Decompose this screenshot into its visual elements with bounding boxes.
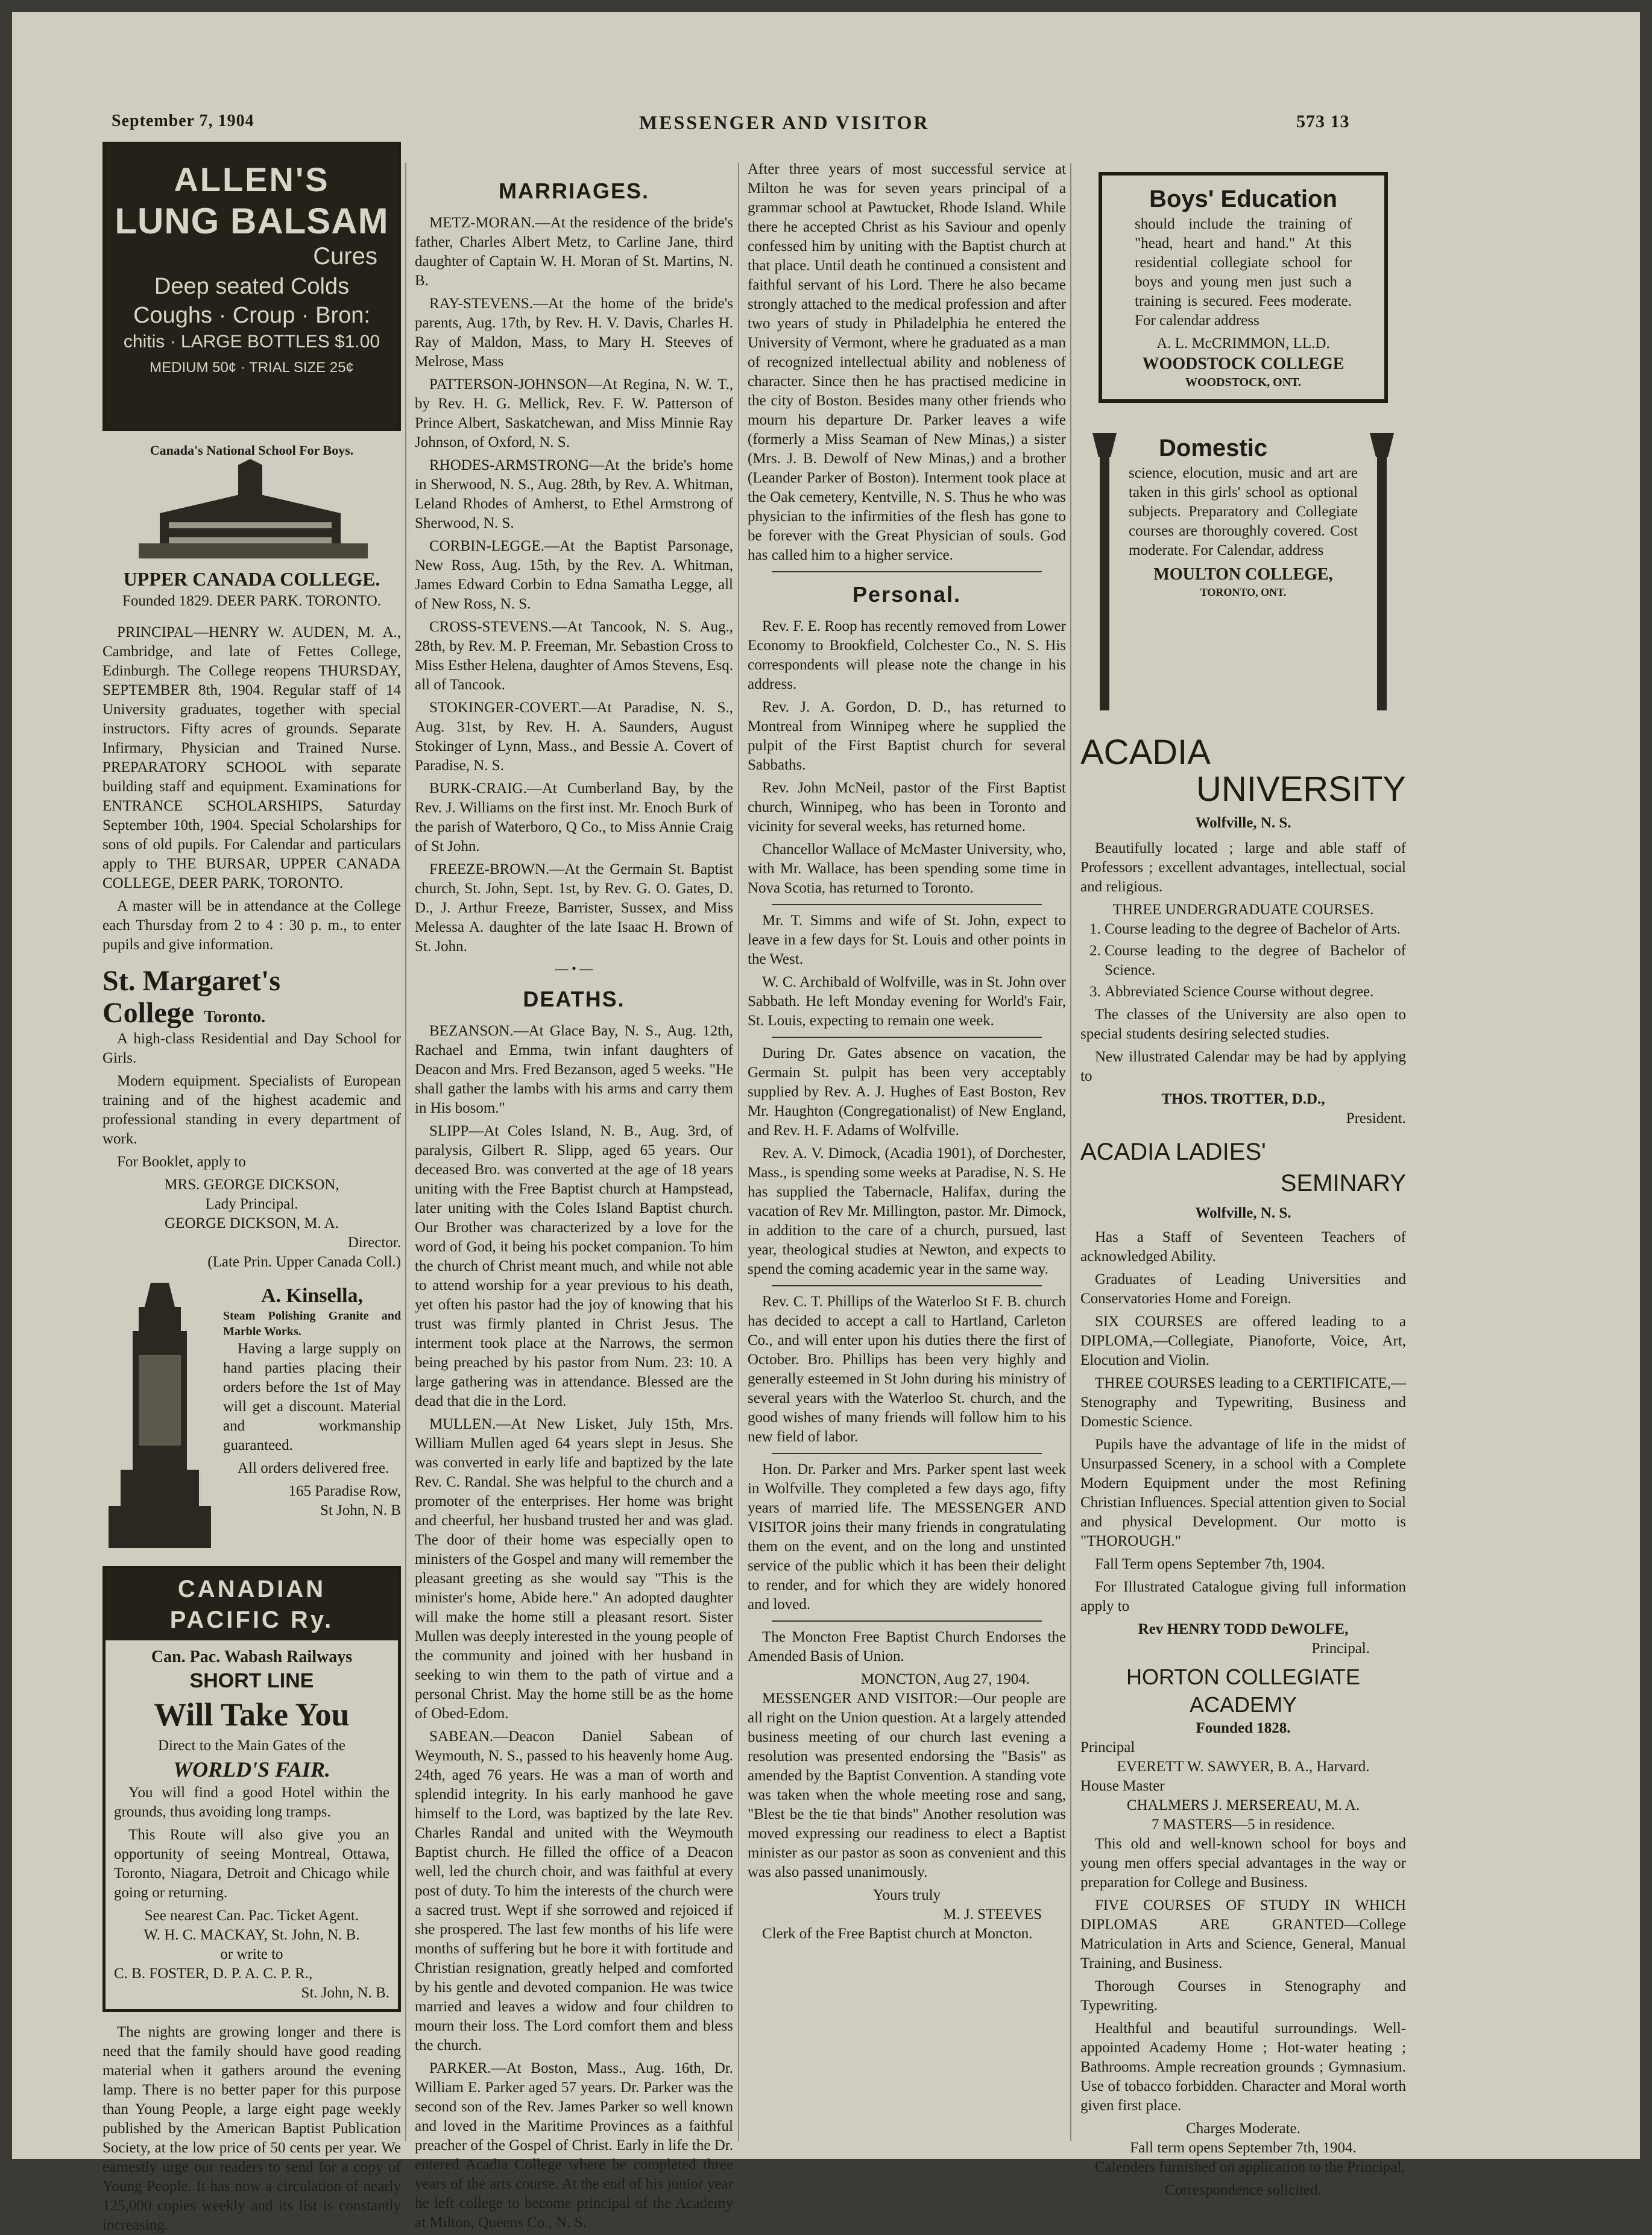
personal-heading: Personal. (852, 582, 962, 607)
monument-illustration (102, 1283, 217, 1560)
marriage-notice (415, 537, 733, 614)
stm-contact-role: Lady Principal. (205, 1195, 298, 1212)
death-notice (415, 1415, 733, 1724)
personal-item: Rev. A. V. Dimock, (Acadia 1901), of Dorchester, Mass., is spending some weeks at Paradise, N. S. He has supplied the Tabernacle, Halifax, during the vacation of Rev Mr. Millington, pastor. Mr. Dimock, in addition to the care of a church, pursued, last year, theological studies at Newton, and expects to spend the coming academic year in the same way. (748, 1145, 1066, 1278)
horton-principal-label: Principal (1080, 1739, 1135, 1756)
marriages-heading: MARRIAGES. (498, 179, 649, 203)
marriages-list (415, 213, 733, 956)
acadia-president-role: President. (1346, 1110, 1406, 1127)
ad-line: chitis · LARGE BOTTLES $1.00 (123, 332, 380, 352)
horton-title-2: ACADEMY (1189, 1692, 1297, 1717)
column-3 (748, 160, 1066, 2150)
domestic-title: Domestic (1159, 434, 1268, 461)
newspaper-page (12, 12, 1640, 2233)
ucc-founded: Founded 1829. DEER PARK. TORONTO. (122, 593, 381, 610)
death-notice-heading: SABEAN. (429, 1728, 494, 1745)
death-notice-text: —At Boston, Mass., Aug. 16th, Dr. William E. Parker aged 57 years. Dr. Parker was the second son of the Rev. James Parker so well known and loved in the Maritime Provinces as a faithful preacher of the Gospel of Christ. Early in life the Dr. entered Acadia College where he completed three years of the arts course. At the end of his junior year he left college to become principal of the Academy at Milton, Queens Co., N. S. (415, 2060, 733, 2231)
marriage-notice-text: —At the residence of the bride's father, Charles Albert Metz, to Carline Jane, third daughter of Captain W. H. Moran of St. Martins, N. B. (415, 215, 733, 289)
stm-director-role: Director. (347, 1234, 401, 1251)
marriage-notice (415, 860, 733, 956)
cpr-agent-name: W. H. C. MACKAY, St. John, N. B. (143, 1926, 360, 1943)
divider (772, 904, 1042, 905)
ladies-fall-term: Fall Term opens September 7th, 1904. (1095, 1555, 1325, 1572)
ladies-principal-role: Principal. (1311, 1640, 1370, 1657)
death-notice-text: —Deacon Daniel Sabean of Weymouth, N. S., passed to his heavenly home Aug. 24th, aged 76 years. He was a man of worth and splendid integrity. In his early manhood he gave himself to the Lord, was baptized by the late Rev. Charles Randal and united with the Weymouth Baptist church. He filled the office of a Deacon well, led the church choir, and was faithful at every post of duty. To him the interests of the church were a sacred trust. Wept if she sorrowed and rejoiced if she prospered. The last few months of his life were months of suffering but he bore it with fortitude and Christian resignation, greatly helped and comforted by his gentle and devoted companion. He was twice married and leaves a widow and four children to mourn their loss. The Lord comfort them and bless the church. (415, 1728, 733, 2054)
ad-line: Deep seated Colds (154, 273, 350, 299)
boys-education-contact: A. L. McCRIMMON, LL.D. (1156, 335, 1330, 352)
stm-booklet: For Booklet, apply to (117, 1153, 246, 1170)
acadia-president: THOS. TROTTER, D.D., (1161, 1091, 1325, 1108)
ad-brand: ALLEN'S (174, 160, 330, 198)
death-notice-heading: SLIPP (429, 1123, 469, 1140)
marriage-notice-heading: CORBIN-LEGGE. (429, 538, 544, 555)
moulton-college: MOULTON COLLEGE, (1153, 564, 1333, 584)
horton-charges: Charges Moderate. (1186, 2120, 1300, 2137)
personal-item: Rev. John McNeil, pastor of the First Baptist church, Winnipeg, who has been in Toronto and vicinity for several weeks, has returned home. (748, 780, 1066, 835)
cpr-short-line: SHORT LINE (189, 1669, 314, 1692)
divider (772, 1037, 1042, 1038)
ad-line: Cures (313, 242, 377, 270)
ad-prices: MEDIUM 50¢ · TRIAL SIZE 25¢ (150, 359, 354, 376)
horton-correspondence: Correspondence solicited. (1165, 2181, 1322, 2198)
acadia-course-item: 2. Course leading to the degree of Bachelor of Science. (1105, 941, 1406, 980)
kinsella-ad (102, 1283, 401, 1566)
column-rule (1070, 163, 1071, 2141)
marriage-notice-text: —At Tancook, N. S. Aug., 28th, by Rev. M. P. Freeman, Mr. Sebastion Cross to Miss Esther Helena, daughter of Amos Stevens, Esq. all of Tancook. (415, 619, 733, 694)
death-notice-heading: MULLEN. (429, 1416, 496, 1433)
ladies-staff: Has a Staff of Seventeen Teachers of acknowledged Ability. (1080, 1228, 1406, 1265)
horton-title: HORTON COLLEGIATE (1126, 1664, 1361, 1689)
marriage-notice-text: —At Paradise, N. S., Aug. 31st, by Rev. H. A. Saunders, August Stokinger of Lynn, Mass., and Bessie A. Covert of Paradise, N. S. (415, 700, 733, 774)
acadia-title-2: UNIVERSITY (1196, 769, 1406, 809)
header-title: MESSENGER AND VISITOR (639, 112, 930, 133)
cpr-hotel: You will find a good Hotel within the grounds, thus avoiding long tramps. (114, 1784, 389, 1820)
cpr-foster-city: St. John, N. B. (301, 1984, 389, 2001)
marriage-notice-text: —At the Baptist Parsonage, New Ross, Aug. 15th, by the Rev. A. Whitman, James Edward Corbin to Edna Samatha Legge, all of New Ross, N. S. (415, 538, 733, 613)
marriage-notice (415, 375, 733, 452)
horton-principal: EVERETT W. SAWYER, B. A., Harvard. (1117, 1758, 1370, 1775)
ucc-name: UPPER CANADA COLLEGE. (123, 568, 380, 590)
column-rule (738, 163, 739, 2141)
marriage-notice-heading: PATTERSON-JOHNSON (429, 376, 587, 393)
kinsella-address: 165 Paradise Row, (288, 1483, 401, 1500)
moulton-place: TORONTO, ONT. (1200, 586, 1287, 598)
marriage-notice-text: —At Regina, N. W. T., by Rev. H. G. Mellick, Rev. F. W. Patterson of Prince Albert, Saskatchewan, and Miss Minnie Ray Johnson, of Oxford, N. S. (415, 376, 733, 451)
death-notice (415, 2059, 733, 2233)
personal-item: Chancellor Wallace of McMaster University, who, with Mr. Wallace, has been spending some time in Nova Scotia, has returned to Toronto. (748, 841, 1066, 897)
death-notice-heading: BEZANSON. (429, 1023, 514, 1040)
divider (772, 1453, 1042, 1454)
cpr-or: or write to (220, 1946, 283, 1962)
death-notice (415, 1727, 733, 2055)
header-page-number: 573 13 (1296, 112, 1350, 131)
death-notice-heading: PARKER. (429, 2060, 491, 2077)
cpr-direct: Direct to the Main Gates of the (157, 1737, 345, 1754)
allens-lung-balsam-ad (102, 142, 401, 431)
marriage-notice-heading: RHODES-ARMSTRONG (429, 457, 590, 474)
boys-education-title: Boys' Education (1149, 186, 1337, 212)
marriage-notice (415, 779, 733, 856)
horton-surroundings: Healthful and beautiful surroundings. Well-appointed Academy Home ; Hot-water heating ; Bathrooms. Ample recreation grounds ; Gymnasium. Use of tobacco forbidden. Character and Moral worth given first place. (1080, 2020, 1406, 2114)
stm-name: St. Margaret's (102, 965, 281, 997)
death-notice-text: —At Coles Island, N. B., Aug. 3rd, of paralysis, Gilbert R. Slipp, aged 65 years. Our deceased Bro. was converted at the age of 18 years uniting with the Free Baptist church at Hampstead, later uniting with the Coles Island Baptist church. Our Brother was characterized by a love for the word of God, it being his pocket companion. To him the church of Christ meant much, and while not able to attend worship for a year previous to his death, yet often his pastor had the joy of knowing that his trust was firmly planted in Christ Jesus. The interment took place at the Narrows, the sermon being preached by his pastor from Num. 23: 10. A large gathering was in attendance. Blessed are the dead that die in the Lord. (415, 1123, 733, 1410)
marriage-notice-heading: CROSS-STEVENS. (429, 619, 552, 636)
moncton-letter: MESSENGER AND VISITOR:—Our people are all right on the Union question. At a largely attended business meeting of our church last evening a resolution was presented endorsing the "Basis" as amended by the Baptist Convention. A standing vote was taken when the whole meeting rose and sang, "Blest be the tie that binds" Another resolution was moved expressing our readiness to elect a Baptist minister as our pastor as soon as convenient and this was also passed unanimously. (748, 1690, 1066, 1881)
marriage-notice-text: —At the Germain St. Baptist church, St. John, Sept. 1st, by Rev. G. O. Gates, D. D., J. Arthur Freeze, Barrister, Sussex, and Miss Melessa A. daughter of the late Isaac H. Brown of St. John. (415, 861, 733, 955)
ladies-advantages: Pupils have the advantage of life in the midst of Unsurpassed Scenery, in a school with a Complete Modern Equipment under the most Refining Christian Influences. Special attention given to Social and physical Development. Our motto is "THOROUGH." (1080, 1436, 1406, 1549)
ladies-place: Wolfville, N. S. (1195, 1204, 1291, 1221)
cpr-railways: Can. Pac. Wabash Railways (151, 1648, 353, 1667)
stm-equipment: Modern equipment. Specialists of European training and of the highest academic and professional standing in every department of work. (102, 1072, 401, 1147)
stm-desc: A high-class Residential and Day School for Girls. (102, 1030, 401, 1066)
cpr-agent: See nearest Can. Pac. Ticket Agent. (144, 1907, 359, 1924)
domestic-body: science, elocution, music and art are taken in this girls' school as optional subjects. Preparatory and Collegiate courses are thoroughly covered. Cost moderate. For Calendar, address (1129, 464, 1358, 558)
domestic-science-ad (1086, 421, 1400, 722)
marriage-notice-heading: BURK-CRAIG. (429, 780, 527, 797)
acadia-course-item: 3. Abbreviated Science Course without degree. (1105, 982, 1406, 1002)
column-1 (102, 142, 401, 2233)
parker-obituary-continued: After three years of most successful service at Milton he was for seven years principal of a grammar school at Pawtucket, Rhode Island. While there he accepted Christ as his Saviour and openly confessed him by uniting with the Baptist church at that place. Until death he continued a consistent and faithful servant of his Lord. There he also became strongly attached to the medical profession and after two years of study in Philadelphia he entered the University of Vermont, where he graduated as a man of recognized intellectual ability and nobleness of character. Since then he has practised medicine in the city of Boston. Besides many other friends who mourn his departure Dr. Parker leaves a wife (formerly a Miss Seaman of New Minas,) a sister (Mrs. J. B. Dewolf of New Minas,) and a brother (Leander Parker of Boston). Interment took place at the Oak cemetery, Kentville, N. S. Thus he who was physician to the infirmities of the flesh has gone to be forever with the Great Physician of souls. God has called him to a higher service. (748, 161, 1066, 563)
marriage-notice (415, 294, 733, 371)
marriage-notice-heading: METZ-MORAN. (429, 215, 535, 232)
boys-education-body: should include the training of "head, heart and hand." At this residential collegiate school for boys and young men just such a training is secured. Fees moderate. For calendar address (1135, 216, 1352, 329)
deaths-heading: DEATHS. (523, 987, 625, 1012)
stm-city: Toronto. (204, 1007, 266, 1026)
kinsella-text: Having a large supply on hand parties placing their orders before the 1st of May will get a discount. Material and workmanship guaranteed. (223, 1341, 401, 1454)
horton-stenography: Thorough Courses in Stenography and Typewriting. (1080, 1977, 1406, 2014)
ucc-master-paragraph: A master will be in attendance at the College each Thursday from 2 to 4 : 30 p. m., to enter pupils and give information. (102, 898, 401, 953)
marriage-notice-heading: STOKINGER-COVERT. (429, 700, 582, 716)
ladies-three-courses: THREE COURSES leading to a CERTIFICATE,—Stenography and Typewriting, Business and Domestic Science. (1080, 1374, 1406, 1430)
marriage-notice (415, 213, 733, 291)
horton-founded: Founded 1828. (1196, 1719, 1291, 1736)
death-notice-text: —At Glace Bay, N. S., Aug. 12th, Rachael and Emma, twin infant daughters of Deacon and Mrs. Fred Bezanson, aged 5 weeks. "He shall gather the lambs with his arms and carry them in His bosom." (415, 1023, 733, 1117)
death-notice-text: —At New Lisket, July 15th, Mrs. William Mullen aged 64 years slept in Jesus. She was converted in early life and baptized by the late Rev. C. Randal. She was helpful to the church and a promoter of the enterprises. Her home was bright and cheerful, her husband trusted her and was glad. The door of their home was especially open to ministers of the Gospel and many will remember the pleasant greeting as she would say "This is the minister's home, Abide here." An adopted daughter will make the home still a pleasant resort. Sister Mullen was deeply interested in the young people of the community and joined with her husband in seeking to win them to the path of virtue and a personal Christ. May the home still be as the home of Obed-Edom. (415, 1416, 733, 1722)
personal-item: W. C. Archibald of Wolfville, was in St. John over Sabbath. He left Monday evening for World's Fair, St. Louis, expecting to remain one week. (748, 974, 1066, 1029)
kinsella-name: A. Kinsella, (260, 1284, 364, 1307)
kinsella-city: St John, N. B (320, 1502, 401, 1519)
moncton-date: MONCTON, Aug 27, 1904. (860, 1671, 1030, 1688)
personal-item: During Dr. Gates absence on vacation, the Germain St. pulpit has been very acceptably supplied by Rev. A. J. Hughes of East Boston, Rev Mr. Haughton (Congregationalist) of New England, and Rev. H. F. Adams of Wolfville. (748, 1045, 1066, 1139)
ad-line: Coughs · Croup · Bron: (133, 303, 370, 329)
young-people-notice: The nights are growing longer and there is need that the family should have good reading material when it gathers around the evening lamp. There is no better paper for this purpose than Young People, a large eight page weekly published by the American Baptist Publication Society, at the low price of 50 cents per year. We earnestly urge our readers to send for a copy of Young People. It has now a circulation of nearly 125,000 copies weekly and its list is constantly increasing. (102, 2023, 401, 2233)
column-4 (1080, 160, 1406, 2198)
header-date: September 7, 1904 (112, 112, 254, 130)
personal-item: Rev. J. A. Gordon, D. D., has returned to Montreal from Winnipeg where he supplied the pulpit of the First Baptist church for several Sabbaths. (748, 699, 1066, 774)
divider (772, 571, 1042, 572)
woodstock-place: WOODSTOCK, ONT. (1185, 376, 1302, 390)
acadia-courses-title: THREE UNDERGRADUATE COURSES. (1112, 902, 1374, 918)
horton-masters: 7 MASTERS—5 in residence. (1151, 1816, 1335, 1833)
boys-education-ad (1099, 172, 1388, 403)
ladies-six-courses: SIX COURSES are offered leading to a DIPLOMA,—Collegiate, Pianoforte, Voice, Art, Elocution and Violin. (1080, 1313, 1406, 1368)
death-notice (415, 1122, 733, 1411)
acadia-course-item: 1. Course leading to the degree of Bachelor of Arts. (1105, 920, 1406, 939)
st-margarets-ad (102, 966, 401, 1272)
moncton-signature: M. J. STEEVES (943, 1906, 1042, 1923)
cpr-route: This Route will also give you an opportunity of seeing Montreal, Ottawa, Toronto, Niagara, Detroit and Chicago while going or returning. (114, 1826, 389, 1901)
horton-master-label: House Master (1080, 1777, 1165, 1794)
horton-calendars: Calenders furnished on application to the Principal. (1095, 2158, 1405, 2175)
acadia-desc: Beautifully located ; large and able staff of Professors ; excellent advantages, intellectual, social and religious. (1080, 840, 1406, 896)
kinsella-sub: Steam Polishing Granite and Marble Works. (223, 1309, 401, 1338)
horton-master: CHALMERS J. MERSEREAU, M. A. (1126, 1797, 1360, 1813)
moncton-title: The Moncton Free Baptist Church Endorses the Amended Basis of Union. (748, 1629, 1066, 1665)
ladies-principal: Rev HENRY TODD DeWOLFE, (1138, 1620, 1349, 1637)
stm-contact: MRS. GEORGE DICKSON, (164, 1176, 339, 1193)
ladies-graduates: Graduates of Leading Universities and Conservatories Home and Foreign. (1080, 1271, 1406, 1307)
acadia-place: Wolfville, N. S. (1195, 815, 1291, 832)
stm-note: (Late Prin. Upper Canada Coll.) (207, 1253, 401, 1270)
torch-illustration (1086, 421, 1123, 710)
ladies-catalogue: For Illustrated Catalogue giving full information apply to (1080, 1578, 1406, 1614)
canadian-pacific-ad (102, 1566, 401, 2012)
section-ornament: — • — (555, 961, 593, 976)
personal-list (748, 617, 1066, 1614)
college-building-illustration (102, 459, 401, 561)
moncton-closing: Yours truly (872, 1887, 941, 1904)
divider (772, 1285, 1042, 1286)
ucc-tagline: Canada's National School For Boys. (150, 443, 354, 458)
stm-director: GEORGE DICKSON, M. A. (165, 1215, 339, 1231)
torch-illustration (1364, 421, 1400, 710)
cpr-name-2: PACIFIC Ry. (169, 1606, 334, 1633)
deaths-list (415, 1022, 733, 2233)
cpr-worlds-fair: WORLD'S FAIR. (173, 1757, 330, 1781)
marriage-notice (415, 698, 733, 776)
marriage-notice-heading: FREEZE-BROWN. (429, 861, 550, 878)
divider (772, 1620, 1042, 1622)
cpr-headline: Will Take You (154, 1696, 350, 1733)
marriage-notice-text: —At the bride's home in Sherwood, N. S., Aug. 28th, by Rev. A. Whitman, Leland Rhodes of Amherst, to Ethel Armstrong of Sherwood, N. S. (415, 457, 733, 532)
horton-fall-term: Fall term opens September 7th, 1904. (1130, 2139, 1357, 2156)
ladies-title-2: SEMINARY (1280, 1169, 1406, 1197)
moncton-role: Clerk of the Free Baptist church at Moncton. (762, 1926, 1033, 1943)
personal-item: Rev. C. T. Phillips of the Waterloo St F. B. church has decided to accept a call to Hartland, Carleton Co., and will enter upon his duties there the first of October. Bro. Phillips has been very highly and generally esteemed in St John during his ministry of several years with the Waterloo St. church, and the good wishes of many friends will follow him to his new field of labor. (748, 1294, 1066, 1446)
cpr-foster: C. B. FOSTER, D. P. A. C. P. R., (114, 1965, 313, 1982)
personal-item: Rev. F. E. Roop has recently removed from Lower Economy to Brookfield, Colchester Co., N. S. His correspondents will please note the change in his address. (748, 618, 1066, 693)
stm-name-2: College (102, 996, 194, 1029)
acadia-title: ACADIA (1080, 732, 1211, 772)
acadia-special: The classes of the University are also open to special students desiring selected studies. (1080, 1007, 1406, 1043)
marriage-notice-heading: RAY-STEVENS. (429, 296, 534, 312)
acadia-calendar: New illustrated Calendar may be had by applying to (1080, 1049, 1406, 1085)
column-rule (405, 163, 406, 2141)
column-2 (415, 169, 733, 2231)
death-notice (415, 1022, 733, 1118)
woodstock-college: WOODSTOCK COLLEGE (1142, 355, 1345, 374)
cpr-name: CANADIAN (177, 1575, 326, 1602)
marriage-notice-text: —At the home of the bride's parents, Aug. 17th, by Rev. H. V. Davis, Charles H. Ray of Maldon, Mass, to Mary H. Steeves of Melrose, Mass (415, 296, 733, 370)
marriage-notice (415, 618, 733, 695)
ucc-principal-paragraph: PRINCIPAL—HENRY W. AUDEN, M. A., Cambridge, and late of Fettes College, Edinburgh. The College reopens THURSDAY, SEPTEMBER 8th, 1904. Regular staff of 14 University graduates, together with special instructors. Fifty acres of grounds. Separate Infirmary, Physician and Trained Nurse. PREPARATORY SCHOOL with separate building staff and equipment. Examinations for ENTRANCE SCHOLARSHIPS, Saturday September 10th, 1904. Special Scholarships for sons of old pupils. For Calendar and particulars apply to THE BURSAR, UPPER CANADA COLLEGE, DEER PARK, TORONTO. (102, 624, 401, 892)
ladies-title: ACADIA LADIES' (1080, 1139, 1266, 1166)
marriage-notice-text: —At Cumberland Bay, by the Rev. J. Williams on the first inst. Mr. Enoch Burk of the parish of Waterboro, Q Co., to Miss Annie Craig of St John. (415, 780, 733, 855)
personal-item: Hon. Dr. Parker and Mrs. Parker spent last week in Wolfville. They completed a few days ago, fifty years of married life. The MESSENGER AND VISITOR joins their many friends in congratulating them on the event, and on the long and unstinted service of the public which it has been their delight to render, and for which they are widely honored and loved. (748, 1461, 1066, 1613)
horton-about: This old and well-known school for boys and young men offers special advantages in the way or preparation for College and Business. (1080, 1835, 1406, 1891)
horton-courses: FIVE COURSES OF STUDY IN WHICH DIPLOMAS ARE GRANTED—College Matriculation in Arts and Science, General, Manual Training, and Business. (1080, 1897, 1406, 1971)
ad-product: LUNG BALSAM (115, 200, 389, 241)
marriage-notice (415, 456, 733, 533)
kinsella-delivery: All orders delivered free. (238, 1460, 389, 1477)
acadia-courses-list (1105, 920, 1406, 1002)
personal-item: Mr. T. Simms and wife of St. John, expect to leave in a few days for St. Louis and other points in the West. (748, 912, 1066, 968)
